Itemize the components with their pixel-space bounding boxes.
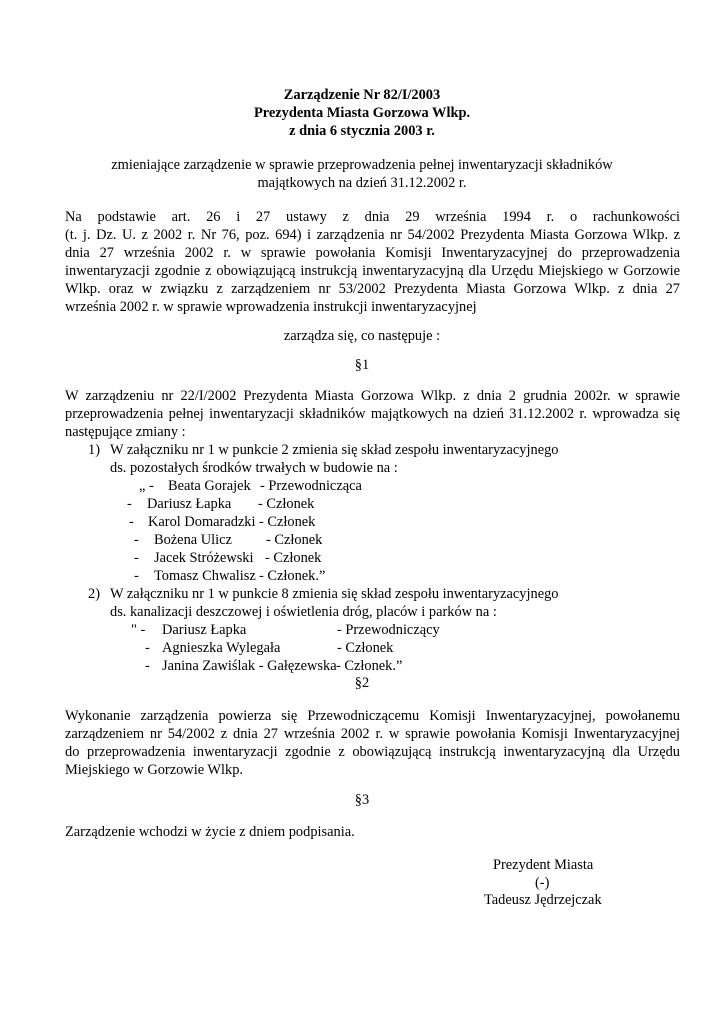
member-name: Tomasz Chwalisz <box>154 568 256 584</box>
section-2-line-2: zarządzeniem nr 54/2002 z dnia 27 września 2002 r. w sprawie powołania Komisji Inwentaryzacyjnej <box>65 726 680 742</box>
preamble-line-1: Na podstawie art. 26 i 27 ustawy z dnia 29 września 1994 r. o rachunkowości <box>65 209 680 225</box>
member-role: - Członek.” <box>259 568 326 584</box>
subject-line-1: zmieniające zarządzenie w sprawie przeprowadzenia pełnej inwentaryzacji składników <box>111 157 613 173</box>
preamble-line-5: Wlkp. oraz w związku z zarządzeniem nr 53/2002 Prezydenta Miasta Gorzowa Wlkp. z dnia 27 <box>65 281 680 297</box>
member-prefix: - <box>134 532 139 548</box>
member-role: - Członek <box>266 532 323 548</box>
subject-line-2: majątkowych na dzień 31.12.2002 r. <box>257 175 467 191</box>
section-3-text: Zarządzenie wchodzi w życie z dniem podpisania. <box>65 824 355 840</box>
member-role: - Przewodnicząca <box>260 478 362 494</box>
section-2-line-1: Wykonanie zarządzenia powierza się Przewodniczącemu Komisji Inwentaryzacyjnej, powołanemu <box>65 708 680 724</box>
member-name: Bożena Ulicz <box>154 532 232 548</box>
signature-title: Prezydent Miasta <box>493 857 594 873</box>
member-prefix: - <box>129 514 134 530</box>
item-2-line-1: W załączniku nr 1 w punkcie 8 zmienia się skład zespołu inwentaryzacyjnego <box>110 586 559 602</box>
member-name: Karol Domaradzki <box>148 514 256 530</box>
member-prefix: - <box>145 658 150 674</box>
member-name: Janina Zawiślak - Gałęzewska <box>162 658 337 674</box>
member-role: - Członek <box>258 496 315 512</box>
preamble-line-4: inwentaryzacji zgodnie z obowiązującą instrukcją inwentaryzacyjną dla Urzędu Miejskiego w Gorzowie <box>65 263 680 279</box>
enact-clause: zarządza się, co następuje : <box>283 328 441 344</box>
item-2-line-2: ds. kanalizacji deszczowej i oświetlenia dróg, placów i parków na : <box>110 604 497 620</box>
member-prefix: " - <box>131 622 146 638</box>
section-1-intro-3: następujące zmiany : <box>65 424 186 440</box>
member-role: - Członek <box>265 550 322 566</box>
preamble-line-6: września 2002 r. w sprawie wprowadzenia instrukcji inwentaryzacyjnej <box>65 299 477 315</box>
document-title: Zarządzenie Nr 82/I/2003 <box>283 87 441 103</box>
section-1-title: §1 <box>354 357 370 373</box>
member-role: - Członek <box>259 514 316 530</box>
preamble-line-2: (t. j. Dz. U. z 2002 r. Nr 76, poz. 694) i zarządzenia nr 54/2002 Prezydenta Miasta Gorzowa Wlkp. z <box>65 227 680 243</box>
document-date: z dnia 6 stycznia 2003 r. <box>289 123 435 139</box>
section-3-title: §3 <box>354 792 370 808</box>
member-name: Dariusz Łapka <box>147 496 232 512</box>
member-prefix: - <box>127 496 132 512</box>
section-1-intro-2: przeprowadzenia pełnej inwentaryzacji składników majątkowych na dzień 31.12.2002 r. wprowadza się <box>65 406 680 422</box>
item-2-number: 2) <box>88 586 100 602</box>
item-1-line-2: ds. pozostałych środków trwałych w budowie na : <box>110 460 398 476</box>
member-prefix: - <box>134 568 139 584</box>
section-2-line-3: do przeprowadzenia inwentaryzacji zgodnie z obowiązującą instrukcją inwentaryzacyjną dla Urzędu <box>65 744 680 760</box>
document-issuer: Prezydenta Miasta Gorzowa Wlkp. <box>253 105 471 121</box>
item-1-line-1: W załączniku nr 1 w punkcie 2 zmienia się skład zespołu inwentaryzacyjnego <box>110 442 559 458</box>
signature-mark: (-) <box>535 875 550 891</box>
member-prefix: „ - <box>139 478 154 494</box>
member-name: Agnieszka Wylegała <box>162 640 281 656</box>
member-role: - Członek.” <box>336 658 403 674</box>
member-prefix: - <box>145 640 150 656</box>
member-name: Beata Gorajek <box>168 478 251 494</box>
member-prefix: - <box>134 550 139 566</box>
section-2-line-4: Miejskiego w Gorzowie Wlkp. <box>65 762 243 778</box>
item-1-number: 1) <box>88 442 100 458</box>
member-name: Dariusz Łapka <box>162 622 247 638</box>
member-role: - Przewodniczący <box>337 622 440 638</box>
member-role: - Członek <box>337 640 394 656</box>
section-2-title: §2 <box>354 675 370 691</box>
section-1-intro-1: W zarządzeniu nr 22/I/2002 Prezydenta Miasta Gorzowa Wlkp. z dnia 2 grudnia 2002r. w sprawie <box>65 388 680 404</box>
preamble-line-3: dnia 27 września 2002 r. w sprawie powołania Komisji Inwentaryzacyjnej do przeprowadzenia <box>65 245 680 261</box>
signature-name: Tadeusz Jędrzejczak <box>484 892 602 908</box>
member-name: Jacek Stróżewski <box>154 550 254 566</box>
